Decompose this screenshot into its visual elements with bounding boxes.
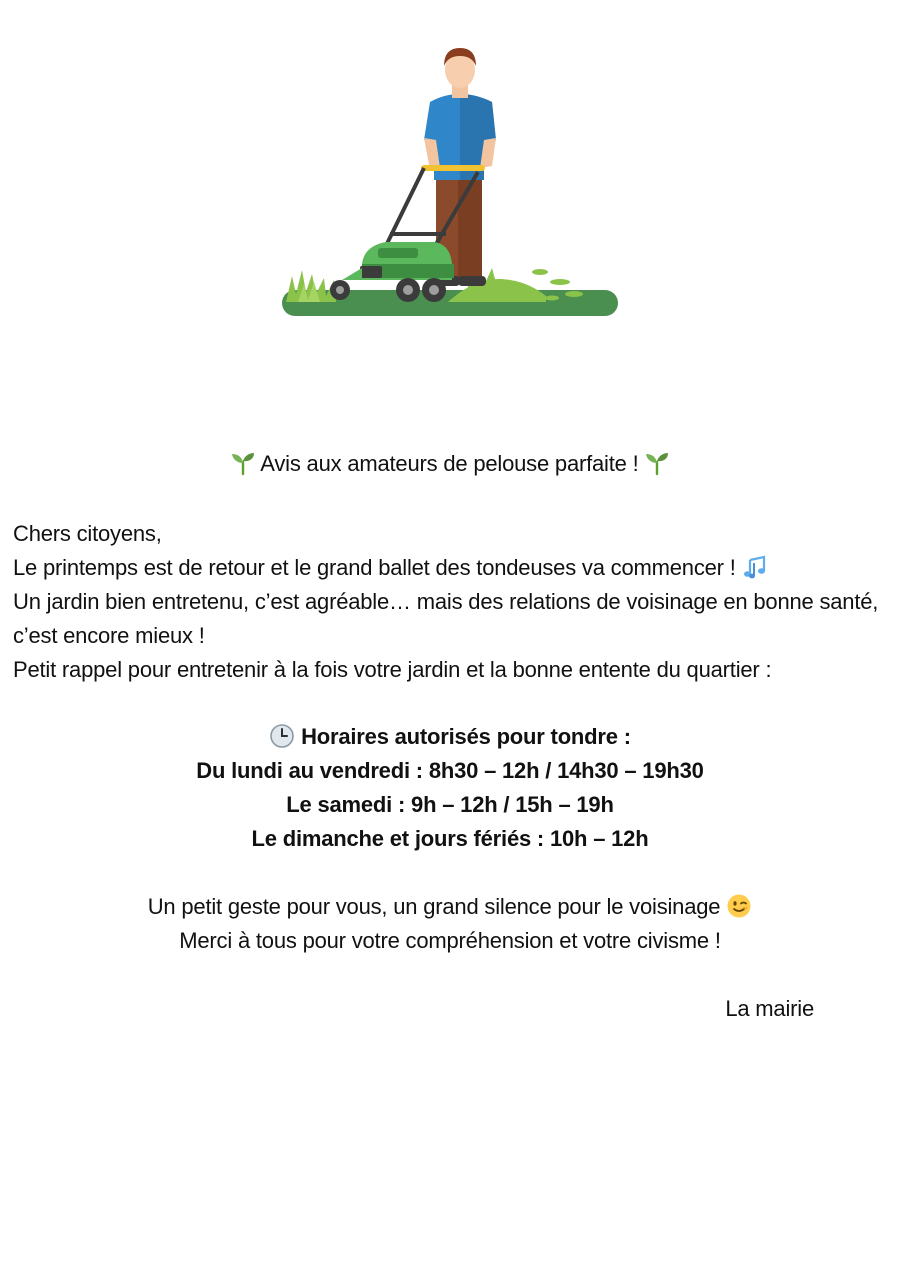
schedule-saturday: Le samedi : 9h – 12h / 15h – 19h [286,792,614,817]
closing-line-1-text: Un petit geste pour vous, un grand silence pour le voisinage [147,894,721,919]
music-notes-icon [742,554,768,580]
schedule-weekdays: Du lundi au vendredi : 8h30 – 12h / 14h30 – 19h30 [196,758,704,783]
closing-line-2: Merci à tous pour votre compréhension et votre civisme ! [179,928,721,953]
garden-line: Un jardin bien entretenu, c’est agréable… mais des relations de voisinage en bonne santé, c’est encore mieux ! [13,589,879,648]
spring-line-text: Le printemps est de retour et le grand ballet des tondeuses va commencer ! [13,555,736,580]
signature: La mairie [725,996,814,1021]
reminder-line: Petit rappel pour entretenir à la fois votre jardin et la bonne entente du quartier : [13,657,772,682]
schedule-title [0,720,900,754]
winking-face-icon [726,893,752,919]
schedule-sunday: Le dimanche et jours fériés : 10h – 12h [251,826,649,851]
clock-icon [269,723,295,749]
man-mowing-icon [278,44,622,324]
closing-line-1 [0,890,900,924]
greeting: Chers citoyens, [13,521,162,546]
seedling-icon [644,450,670,476]
seedling-icon [230,450,256,476]
closing-paragraph [0,890,900,958]
headline [0,447,900,481]
mowing-schedule [0,720,900,856]
intro-paragraph [13,517,893,687]
headline-text: Avis aux amateurs de pelouse parfaite ! [260,451,639,476]
lawn-mower-illustration [278,44,622,324]
spring-line [13,551,893,585]
schedule-title-text: Horaires autorisés pour tondre : [301,724,631,749]
